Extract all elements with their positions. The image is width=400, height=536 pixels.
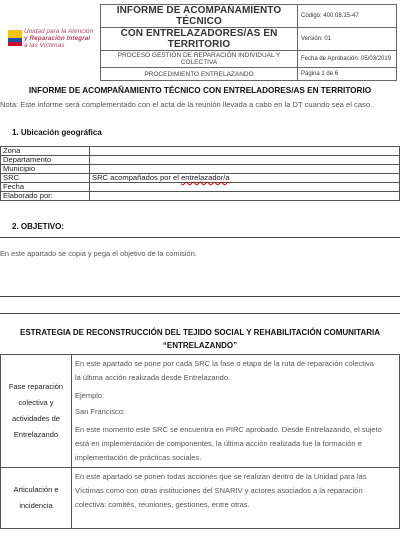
table-row: Departamento (1, 156, 400, 165)
logo-text: Unidad para la Atención y Reparación Integral a las Víctimas (24, 28, 94, 49)
header-procedure: PROCEDIMIENTO ENTRELAZANDO (101, 68, 298, 81)
header-approval-date: Fecha de Aprobación: 05/03/2019 (298, 51, 397, 68)
table-row: SRC SRC acompañados por el entrelazador/a (1, 174, 400, 183)
row-label-articulacion: Articulación e incidencia (1, 468, 72, 529)
colombia-flag-logo-icon (6, 28, 24, 48)
divider (0, 296, 400, 297)
header-table (100, 4, 397, 81)
header-version: Versión: 01 (298, 28, 397, 51)
table-row (1, 355, 400, 468)
header-process: PROCESO GESTIÓN DE REPARACIÓN INDIVIDUAL Y COLECTIVA (101, 51, 298, 68)
header-code: Código: 400.08.15-47 (298, 5, 397, 28)
table-row: Fecha (1, 183, 400, 192)
section-objetivo-heading: 2. OBJETIVO: (12, 222, 65, 231)
row-text-articulacion[interactable]: En este apartado se ponen todas acciones que se realizan dentro de la Unidad para las Víctimas como con otras instituciones del SNARIV y actores asociados a la reparación colectiva: comités, reuniones, gestiones, entre otras. (72, 468, 400, 529)
row-label-fase: Fase reparación colectiva y actividades de Entrelazando (1, 355, 72, 468)
objetivo-text: En este apartado se copia y pega el objetivo de la comisión. (0, 249, 197, 258)
table-row: Municipio (1, 165, 400, 174)
table-row: Elaborado por: (1, 192, 400, 201)
divider (0, 237, 400, 238)
document-header (0, 0, 400, 78)
section-ubicacion-heading: 1. Ubicación geográfica (12, 128, 102, 137)
document-title: INFORME DE ACOMPAÑAMIENTO TÉCNICO CON ENTRELADORES/AS EN TERRITORIO (28, 86, 372, 95)
estrategia-table (0, 354, 400, 529)
table-row: Zona (1, 147, 400, 156)
ubicacion-table (0, 146, 400, 201)
header-title-line2: CON ENTRELAZADORES/AS EN TERRITORIO (101, 28, 298, 51)
header-page: Página 1 de 6 (298, 68, 397, 81)
table-row (1, 468, 400, 529)
divider (0, 313, 400, 314)
row-text-fase[interactable]: En este apartado se pone por cada SRC la fase o etapa de la ruta de reparación colectiva la última acción realizada desde Entrelazando. Ejemplo: San Francisco: En este momento este SRC se encuentra en PIRC aprobado. Desde Entrelazando, el sujeto está en implementación de componentes, la última acción realizada fue la formación e implementación de prácticas sociales. (72, 355, 400, 468)
spellcheck-word: entrelazador/a (181, 173, 230, 182)
header-title-line1: INFORME DE ACOMPAÑAMIENTO TÉCNICO (101, 5, 298, 28)
estrategia-title: ESTRATEGIA DE RECONSTRUCCIÓN DEL TEJIDO SOCIAL Y REHABILITACIÓN COMUNITARIA “ENTRELAZANDO” (19, 328, 381, 350)
document-note: Nota: Este informe será complementado con el acta de la reunión llevada a cabo en la DT cuando sea el caso. (0, 100, 373, 109)
